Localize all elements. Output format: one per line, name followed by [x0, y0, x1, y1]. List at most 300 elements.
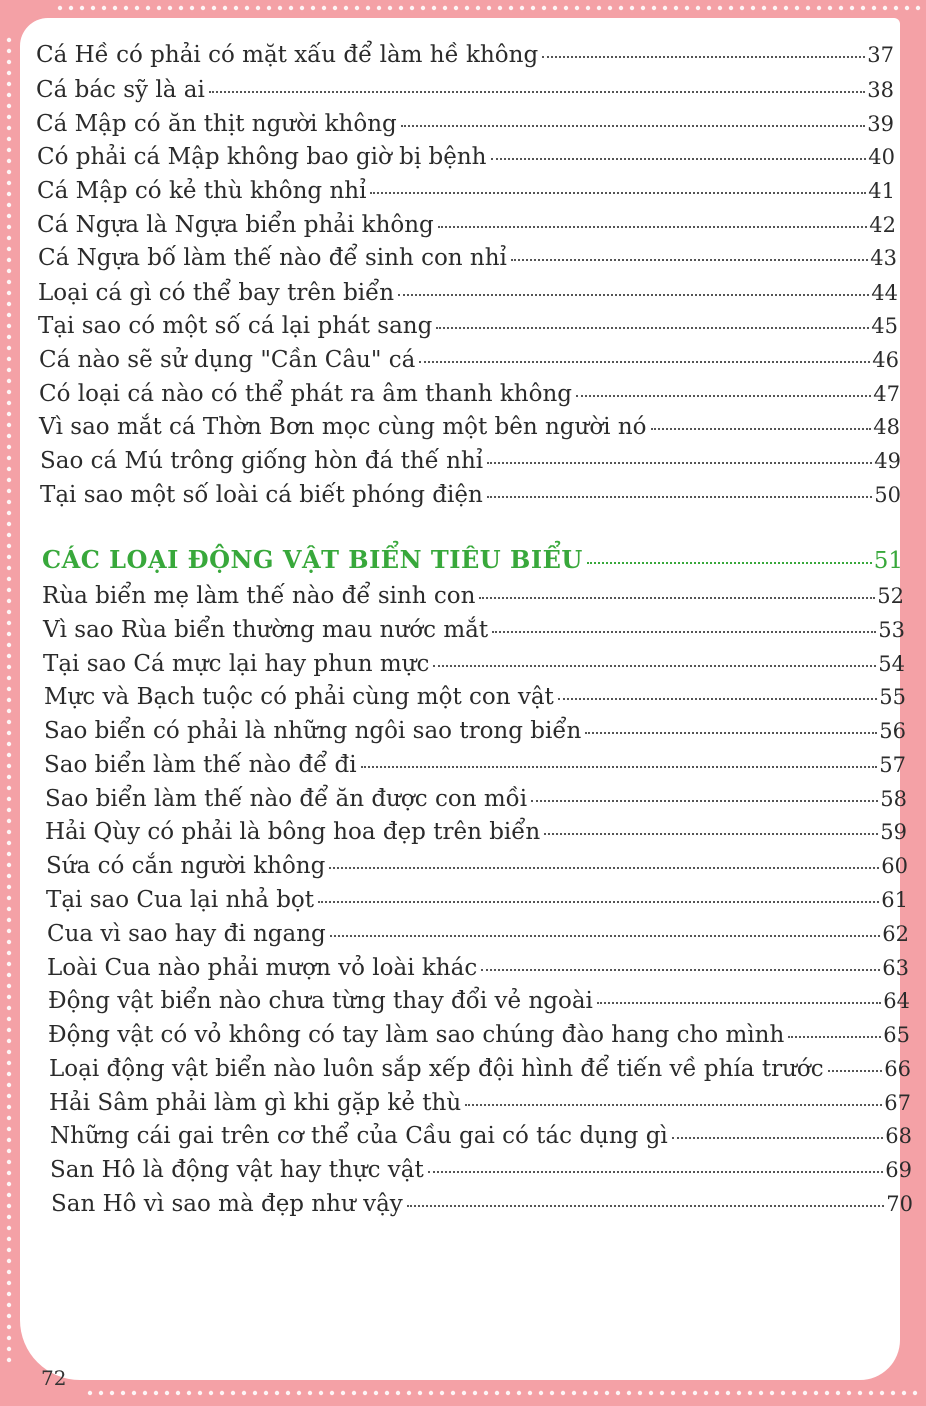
border-dot — [300, 6, 304, 10]
toc-entry — [49, 1090, 911, 1116]
border-dot — [190, 6, 194, 10]
toc-entry-page: 68 — [885, 1124, 912, 1148]
toc-entry-title: Tại sao Cá mực lại hay phun mực — [43, 651, 430, 677]
border-dot — [7, 577, 11, 581]
border-dot — [388, 6, 392, 10]
border-dot — [7, 1281, 11, 1285]
border-dot — [586, 6, 590, 10]
leader-dots — [209, 91, 865, 93]
border-dot — [7, 599, 11, 603]
toc-entry-title: Hải Sâm phải làm gì khi gặp kẻ thù — [49, 1090, 462, 1116]
border-dot — [7, 324, 11, 328]
toc-entry-page: 50 — [874, 483, 901, 507]
border-dot — [7, 456, 11, 460]
border-dot — [858, 1391, 862, 1395]
border-dot — [58, 6, 62, 10]
border-dot — [319, 1391, 323, 1395]
border-dot — [7, 1116, 11, 1120]
border-dot — [7, 962, 11, 966]
border-dot — [7, 1226, 11, 1230]
toc-entry-title: Cá Mập có ăn thịt người không — [36, 111, 397, 137]
border-dot — [542, 6, 546, 10]
border-dot — [531, 6, 535, 10]
toc-entry-page: 40 — [868, 145, 895, 169]
border-dot — [7, 874, 11, 878]
border-dot — [168, 6, 172, 10]
border-dot — [913, 1391, 917, 1395]
leader-dots — [433, 665, 876, 667]
border-dot — [7, 1160, 11, 1164]
border-dot — [7, 786, 11, 790]
leader-dots — [828, 1070, 883, 1072]
leader-dots — [576, 395, 871, 397]
border-dot — [7, 423, 11, 427]
border-dot — [872, 6, 876, 10]
toc-entry-page: 61 — [881, 888, 908, 912]
border-dot — [399, 6, 403, 10]
toc-entry — [42, 583, 904, 609]
toc-entry-title: Những cái gai trên cơ thể của Cầu gai có tác dụng gì — [50, 1123, 668, 1149]
leader-dots — [487, 462, 872, 464]
border-dot — [7, 1072, 11, 1076]
toc-entry-page: 44 — [871, 281, 898, 305]
leader-dots — [330, 935, 880, 937]
border-dot — [7, 1358, 11, 1362]
border-dot — [7, 390, 11, 394]
border-dot — [7, 720, 11, 724]
toc-entry-title: Sao biển làm thế nào để đi — [44, 752, 357, 778]
toc-entry — [39, 381, 900, 407]
border-dot — [7, 82, 11, 86]
border-dot — [517, 1391, 521, 1395]
border-dot — [619, 6, 623, 10]
toc-entry — [45, 786, 907, 812]
border-dot — [748, 1391, 752, 1395]
border-dot — [7, 38, 11, 42]
toc-entry-title: Cá Mập có kẻ thù không nhỉ — [37, 178, 367, 204]
toc-entry-title: Hải Qùy có phải là bông hoa đẹp trên biển — [45, 819, 541, 845]
border-dot — [410, 6, 414, 10]
border-dot — [7, 522, 11, 526]
toc-entry-title: Loại cá gì có thể bay trên biển — [38, 280, 395, 306]
border-dot — [847, 1391, 851, 1395]
border-dot — [792, 1391, 796, 1395]
toc-entry-title: Sao cá Mú trông giống hòn đá thế nhỉ — [40, 448, 484, 474]
border-dot — [242, 1391, 246, 1395]
toc-entry-page: 67 — [884, 1091, 911, 1115]
border-dot — [7, 313, 11, 317]
border-dot — [7, 665, 11, 669]
border-dot — [7, 819, 11, 823]
toc-entry — [39, 414, 900, 440]
border-dot — [7, 1050, 11, 1054]
border-dot — [575, 6, 579, 10]
border-dot — [693, 1391, 697, 1395]
border-dot — [509, 6, 513, 10]
border-dot — [333, 6, 337, 10]
leader-dots — [487, 496, 872, 498]
border-dot — [88, 1391, 92, 1395]
border-dot — [902, 1391, 906, 1395]
border-dot — [484, 1391, 488, 1395]
border-dot — [132, 1391, 136, 1395]
border-dot — [7, 1303, 11, 1307]
border-dot — [7, 764, 11, 768]
leader-dots — [788, 1036, 881, 1038]
section-heading-title: CÁC LOẠI ĐỘNG VẬT BIỂN TIÊU BIỂU — [42, 545, 583, 574]
border-dot — [7, 93, 11, 97]
border-dot — [7, 412, 11, 416]
border-dot — [7, 467, 11, 471]
border-dot — [451, 1391, 455, 1395]
border-dot — [245, 6, 249, 10]
border-dot — [7, 687, 11, 691]
leader-dots — [542, 56, 865, 58]
border-dot — [7, 797, 11, 801]
border-dot — [773, 6, 777, 10]
border-dot — [135, 6, 139, 10]
border-dot — [7, 280, 11, 284]
border-dot — [7, 984, 11, 988]
border-dot — [7, 940, 11, 944]
border-dot — [7, 1204, 11, 1208]
border-dot — [861, 6, 865, 10]
leader-dots — [672, 1137, 883, 1139]
border-dot — [7, 159, 11, 163]
border-dot — [696, 6, 700, 10]
border-dot — [7, 401, 11, 405]
leader-dots — [438, 226, 867, 228]
border-dot — [322, 6, 326, 10]
border-dot — [7, 566, 11, 570]
border-dot — [583, 1391, 587, 1395]
border-dot — [7, 973, 11, 977]
border-dot — [7, 1292, 11, 1296]
border-dot — [707, 6, 711, 10]
border-dot — [770, 1391, 774, 1395]
border-dot — [7, 1094, 11, 1098]
border-dot — [7, 1347, 11, 1351]
toc-entry-page: 69 — [885, 1158, 912, 1182]
border-dot — [836, 1391, 840, 1395]
border-dot — [553, 6, 557, 10]
toc-entry — [40, 448, 901, 474]
border-dot — [352, 1391, 356, 1395]
border-dot — [7, 368, 11, 372]
border-dot — [429, 1391, 433, 1395]
border-dot — [289, 6, 293, 10]
border-dot — [828, 6, 832, 10]
border-dot — [7, 60, 11, 64]
border-dot — [660, 1391, 664, 1395]
leader-dots — [401, 125, 866, 127]
border-dot — [308, 1391, 312, 1395]
leader-dots — [419, 361, 870, 363]
toc-entry-title: Cá nào sẽ sử dụng "Cần Câu" cá — [39, 347, 416, 373]
border-dot — [7, 830, 11, 834]
toc-entry-title: Tại sao một số loài cá biết phóng điện — [40, 482, 483, 508]
border-dot — [663, 6, 667, 10]
border-dot — [806, 6, 810, 10]
border-dot — [7, 1336, 11, 1340]
border-dot — [7, 1182, 11, 1186]
toc-entry — [44, 684, 906, 710]
border-dot — [572, 1391, 576, 1395]
leader-dots — [329, 867, 879, 869]
border-dot — [256, 6, 260, 10]
border-dot — [7, 1193, 11, 1197]
border-dot — [495, 1391, 499, 1395]
border-dot — [7, 258, 11, 262]
border-dot — [539, 1391, 543, 1395]
toc-entry — [44, 718, 906, 744]
toc-entry — [45, 819, 907, 845]
border-dot — [506, 1391, 510, 1395]
border-dot — [7, 907, 11, 911]
border-dot — [784, 6, 788, 10]
border-dot — [7, 863, 11, 867]
border-dot — [267, 6, 271, 10]
border-dot — [7, 170, 11, 174]
border-dot — [7, 1314, 11, 1318]
toc-entry-page: 53 — [878, 618, 905, 642]
border-dot — [638, 1391, 642, 1395]
border-dot — [7, 379, 11, 383]
toc-entry — [47, 955, 909, 981]
border-dot — [641, 6, 645, 10]
border-dot — [905, 6, 909, 10]
border-dot — [7, 742, 11, 746]
leader-dots — [511, 259, 868, 261]
border-dot — [231, 1391, 235, 1395]
toc-entry — [49, 1056, 911, 1082]
toc-entry-title: Sứa có cắn người không — [46, 853, 326, 879]
border-dot — [7, 1325, 11, 1329]
border-dot — [594, 1391, 598, 1395]
border-dot — [110, 1391, 114, 1395]
toc-entry-title: Có phải cá Mập không bao giờ bị bệnh — [37, 144, 487, 170]
border-dot — [179, 6, 183, 10]
border-dot — [883, 6, 887, 10]
border-dot — [462, 1391, 466, 1395]
border-dot — [7, 346, 11, 350]
toc-entry-title: Cá Ngựa bố làm thế nào để sinh con nhỉ — [38, 245, 507, 271]
border-dot — [7, 71, 11, 75]
border-dot — [454, 6, 458, 10]
toc-entry — [38, 313, 898, 339]
border-dot — [740, 6, 744, 10]
border-dot — [476, 6, 480, 10]
border-dot — [7, 291, 11, 295]
toc-entry — [51, 1191, 913, 1217]
border-dot — [377, 6, 381, 10]
border-dot — [121, 1391, 125, 1395]
border-dot — [7, 49, 11, 53]
toc-entry-title: Loài Cua nào phải mượn vỏ loài khác — [47, 955, 478, 981]
section-heading — [42, 545, 903, 574]
border-dot — [7, 478, 11, 482]
toc-entry-title: Sao biển có phải là những ngôi sao trong biển — [44, 718, 582, 744]
border-dot — [407, 1391, 411, 1395]
border-dot — [234, 6, 238, 10]
border-dot — [124, 6, 128, 10]
border-dot — [839, 6, 843, 10]
border-dot — [102, 6, 106, 10]
border-dot — [7, 489, 11, 493]
border-dot — [7, 610, 11, 614]
border-dot — [7, 335, 11, 339]
border-dot — [264, 1391, 268, 1395]
border-dot — [605, 1391, 609, 1395]
toc-entry-title: Rùa biển mẹ làm thế nào để sinh con — [42, 583, 476, 609]
border-dot — [366, 6, 370, 10]
toc-entry-page: 65 — [883, 1023, 910, 1047]
section-heading-page: 51 — [873, 548, 903, 574]
border-dot — [7, 1270, 11, 1274]
toc-entry — [46, 887, 908, 913]
border-dot — [275, 1391, 279, 1395]
toc-entry — [39, 347, 899, 373]
leader-dots — [585, 732, 877, 734]
border-dot — [7, 588, 11, 592]
border-dot — [894, 6, 898, 10]
toc-entry-page: 56 — [879, 719, 906, 743]
toc-entry — [50, 1157, 912, 1183]
toc-entry-page: 47 — [873, 382, 900, 406]
border-dot — [652, 6, 656, 10]
border-dot — [7, 1017, 11, 1021]
border-dot — [7, 544, 11, 548]
border-dot — [7, 918, 11, 922]
border-dot — [7, 654, 11, 658]
toc-entry-page: 41 — [868, 179, 895, 203]
toc-entry-title: Vì sao mắt cá Thờn Bơn mọc cùng một bên người nó — [39, 414, 647, 440]
border-dot — [630, 6, 634, 10]
border-dot — [803, 1391, 807, 1395]
toc-entry-page: 66 — [884, 1057, 911, 1081]
border-dot — [418, 1391, 422, 1395]
toc-entry-title: Cá Hề có phải có mặt xấu để làm hề không — [36, 42, 539, 68]
border-dot — [7, 1028, 11, 1032]
border-dot — [374, 1391, 378, 1395]
border-dot — [7, 643, 11, 647]
border-dot — [7, 1039, 11, 1043]
toc-entry-page: 43 — [870, 246, 897, 270]
border-dot — [7, 192, 11, 196]
border-dot — [682, 1391, 686, 1395]
border-dot — [7, 1083, 11, 1087]
border-dot — [7, 995, 11, 999]
border-dot — [91, 6, 95, 10]
border-dot — [7, 104, 11, 108]
border-dot — [795, 6, 799, 10]
toc-entry-title: Tại sao có một số cá lại phát sang — [38, 313, 433, 339]
leader-dots — [491, 158, 867, 160]
border-dot — [7, 676, 11, 680]
border-dot — [528, 1391, 532, 1395]
border-dot — [432, 6, 436, 10]
border-dot — [649, 1391, 653, 1395]
toc-entry — [40, 482, 901, 508]
leader-dots — [651, 428, 872, 430]
leader-dots — [465, 1104, 882, 1106]
toc-entry-page: 70 — [886, 1192, 913, 1216]
toc-entry — [37, 178, 895, 204]
leader-dots — [370, 192, 866, 194]
border-dot — [7, 841, 11, 845]
border-dot — [7, 445, 11, 449]
toc-entry-page: 63 — [882, 956, 909, 980]
border-dot — [520, 6, 524, 10]
border-dot — [7, 929, 11, 933]
border-dot — [355, 6, 359, 10]
border-dot — [7, 247, 11, 251]
toc-entry-page: 60 — [881, 854, 908, 878]
border-dot — [385, 1391, 389, 1395]
toc-entry — [43, 651, 905, 677]
toc-entry-title: Mực và Bạch tuộc có phải cùng một con vật — [44, 684, 554, 710]
border-dot — [440, 1391, 444, 1395]
toc-entry-page: 59 — [880, 820, 907, 844]
border-dot — [209, 1391, 213, 1395]
border-dot — [7, 225, 11, 229]
toc-entry-page: 52 — [877, 584, 904, 608]
border-dot — [674, 6, 678, 10]
border-dot — [154, 1391, 158, 1395]
toc-entry-page: 58 — [880, 787, 907, 811]
toc-entry — [46, 853, 908, 879]
toc-entry-title: San Hô vì sao mà đẹp như vậy — [51, 1191, 403, 1217]
page-number: 72 — [41, 1366, 67, 1390]
border-dot — [212, 6, 216, 10]
toc-entry-page: 49 — [874, 449, 901, 473]
border-dot — [69, 6, 73, 10]
border-dot — [99, 1391, 103, 1395]
border-dot — [7, 896, 11, 900]
border-dot — [762, 6, 766, 10]
border-dot — [7, 1149, 11, 1153]
border-dot — [671, 1391, 675, 1395]
border-dot — [7, 951, 11, 955]
toc-entry-page: 42 — [869, 213, 896, 237]
border-dot — [297, 1391, 301, 1395]
border-dot — [7, 852, 11, 856]
border-dot — [7, 357, 11, 361]
border-dot — [7, 511, 11, 515]
border-dot — [113, 6, 117, 10]
border-dot — [891, 1391, 895, 1395]
toc-entry-page: 57 — [879, 753, 906, 777]
border-dot — [253, 1391, 257, 1395]
toc-entry — [50, 1123, 912, 1149]
border-dot — [7, 885, 11, 889]
border-dot — [487, 6, 491, 10]
border-dot — [187, 1391, 191, 1395]
border-dot — [443, 6, 447, 10]
border-dot — [7, 1248, 11, 1252]
border-dot — [7, 434, 11, 438]
border-dot — [311, 6, 315, 10]
border-dot — [627, 1391, 631, 1395]
border-dot — [7, 555, 11, 559]
border-dot — [616, 1391, 620, 1395]
leader-dots — [361, 766, 878, 768]
border-dot — [396, 1391, 400, 1395]
border-dot — [561, 1391, 565, 1395]
border-dot — [7, 709, 11, 713]
border-dot — [278, 6, 282, 10]
border-dot — [7, 137, 11, 141]
